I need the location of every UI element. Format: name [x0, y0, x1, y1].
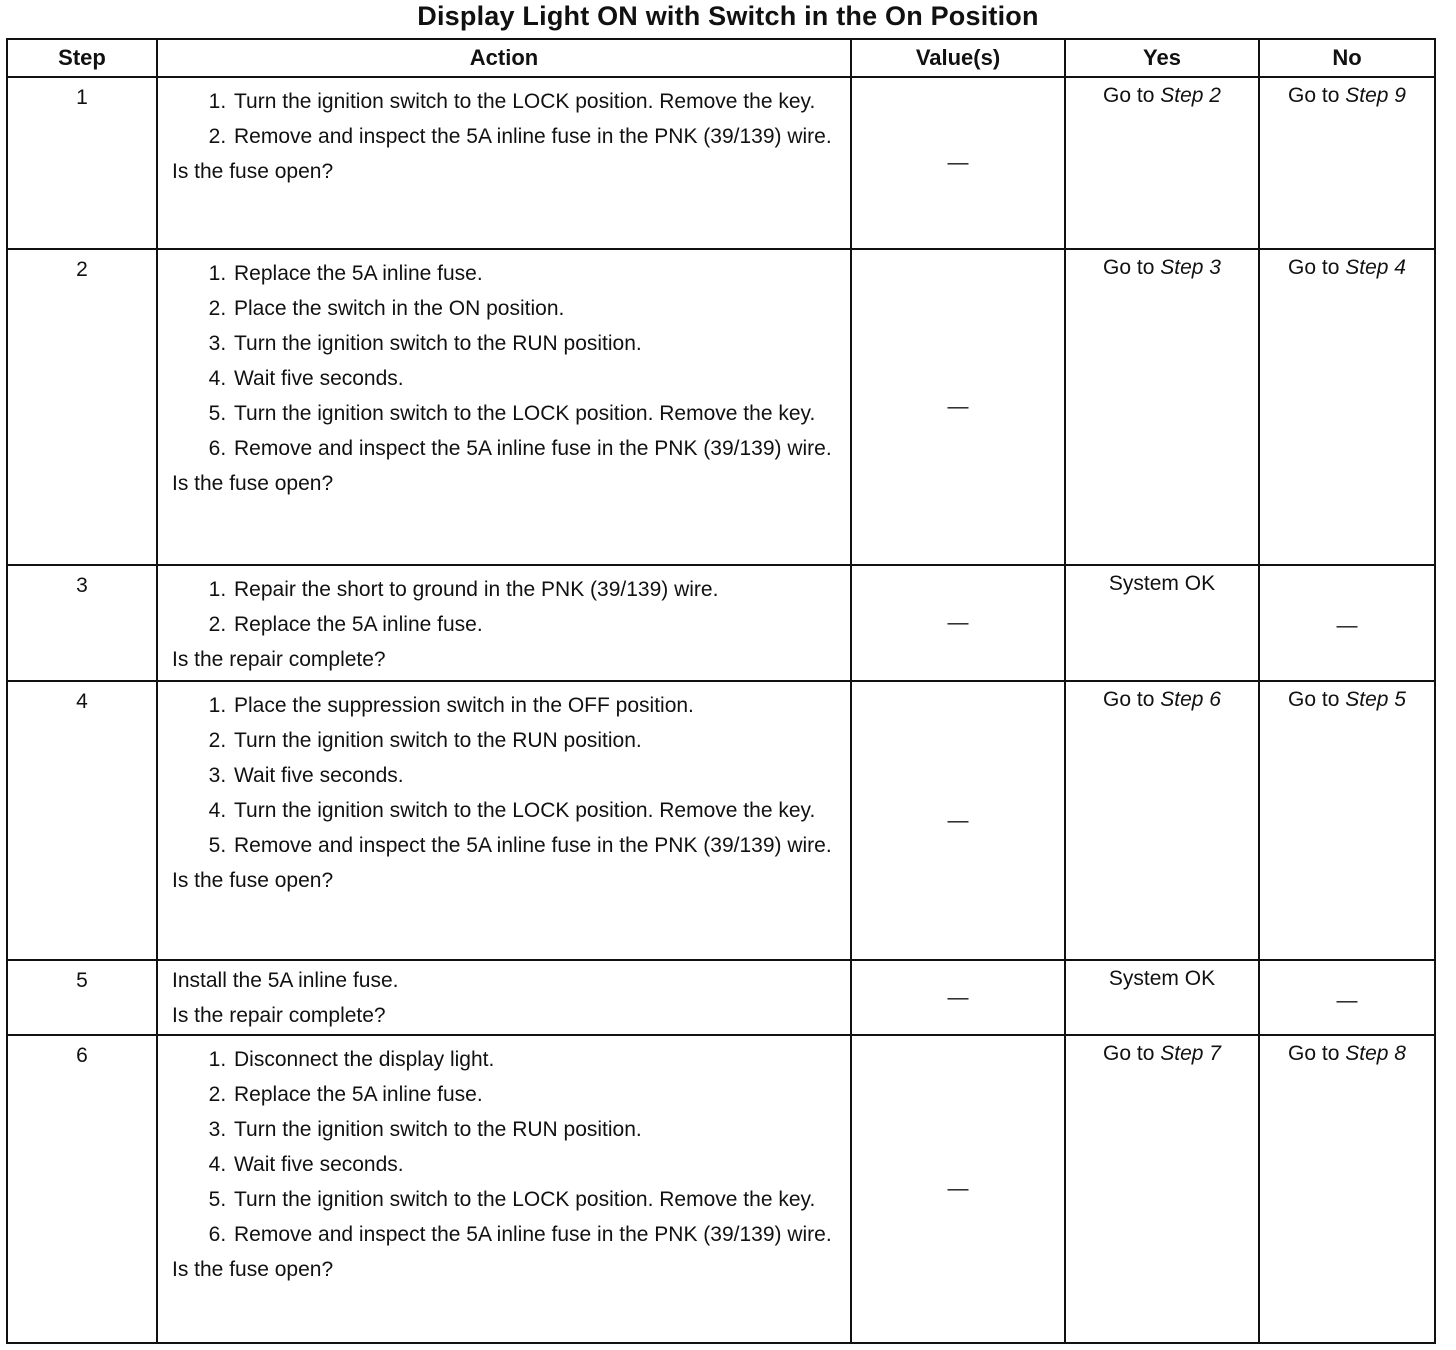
yes-cell — [1065, 249, 1259, 565]
goto-step-link[interactable]: Step 2 — [1160, 84, 1221, 107]
col-header-step: Step — [7, 39, 157, 77]
substep: 2. Replace the 5A inline fuse. — [232, 611, 842, 639]
substep: 6. Remove and inspect the 5A inline fuse in the PNK (39/139) wire. — [232, 1221, 842, 1249]
substep: 4. Turn the ignition switch to the LOCK position. Remove the key. — [232, 797, 842, 825]
table-row — [7, 1035, 1435, 1343]
value-cell: — — [851, 1035, 1065, 1343]
yes-cell — [1065, 681, 1259, 960]
no-prefix: Go to — [1288, 1042, 1340, 1065]
header-row — [7, 39, 1435, 77]
substep-list — [172, 88, 842, 151]
substep-list — [172, 576, 842, 639]
substep: 2. Replace the 5A inline fuse. — [232, 1081, 842, 1109]
col-header-action: Action — [157, 39, 851, 77]
question: Is the fuse open? — [172, 1258, 334, 1281]
no-cell: — — [1259, 565, 1435, 681]
substep: 5. Turn the ignition switch to the LOCK position. Remove the key. — [232, 400, 842, 428]
action-cell — [157, 77, 851, 249]
substep: 5. Remove and inspect the 5A inline fuse in the PNK (39/139) wire. — [232, 832, 842, 860]
step-number: 6 — [7, 1035, 157, 1343]
substep: 3. Wait five seconds. — [232, 762, 842, 790]
substep: 1. Replace the 5A inline fuse. — [232, 260, 842, 288]
yes-cell: System OK — [1065, 960, 1259, 1035]
no-prefix: Go to — [1288, 688, 1340, 711]
no-cell — [1259, 681, 1435, 960]
step-number: 5 — [7, 960, 157, 1035]
goto-step-link[interactable]: Step 8 — [1345, 1042, 1406, 1065]
value-cell: — — [851, 960, 1065, 1035]
goto-step-link[interactable]: Step 5 — [1345, 688, 1406, 711]
substep: 4. Wait five seconds. — [232, 365, 842, 393]
no-cell — [1259, 77, 1435, 249]
substep: 3. Turn the ignition switch to the RUN position. — [232, 330, 842, 358]
substep: 5. Turn the ignition switch to the LOCK position. Remove the key. — [232, 1186, 842, 1214]
goto-step-link[interactable]: Step 7 — [1160, 1042, 1221, 1065]
action-cell — [157, 1035, 851, 1343]
table-row — [7, 249, 1435, 565]
question: Is the fuse open? — [172, 160, 334, 183]
yes-cell — [1065, 1035, 1259, 1343]
no-prefix: Go to — [1288, 256, 1340, 279]
goto-step-link[interactable]: Step 9 — [1345, 84, 1406, 107]
step-number: 4 — [7, 681, 157, 960]
yes-prefix: Go to — [1103, 256, 1155, 279]
action-cell — [157, 565, 851, 681]
diagnostic-table — [6, 38, 1436, 1344]
yes-prefix: Go to — [1103, 1042, 1155, 1065]
substep-list — [172, 260, 842, 463]
no-cell — [1259, 249, 1435, 565]
substep: 1. Repair the short to ground in the PNK (39/139) wire. — [232, 576, 842, 604]
no-prefix: Go to — [1288, 84, 1340, 107]
substep: 1. Disconnect the display light. — [232, 1046, 842, 1074]
substep-list — [172, 692, 842, 860]
substep: 2. Remove and inspect the 5A inline fuse in the PNK (39/139) wire. — [232, 123, 842, 151]
table-row — [7, 681, 1435, 960]
goto-step-link[interactable]: Step 6 — [1160, 688, 1221, 711]
table-row — [7, 960, 1435, 1035]
substep: 6. Remove and inspect the 5A inline fuse in the PNK (39/139) wire. — [232, 435, 842, 463]
value-cell: — — [851, 249, 1065, 565]
question: Is the repair complete? — [172, 1004, 386, 1027]
step-number: 3 — [7, 565, 157, 681]
no-cell — [1259, 1035, 1435, 1343]
substep: 1. Turn the ignition switch to the LOCK position. Remove the key. — [232, 88, 842, 116]
question: Is the fuse open? — [172, 472, 334, 495]
question: Is the fuse open? — [172, 869, 334, 892]
page-title: Display Light ON with Switch in the On Position — [417, 1, 1039, 31]
action-cell — [157, 960, 851, 1035]
value-cell: — — [851, 681, 1065, 960]
yes-prefix: Go to — [1103, 688, 1155, 711]
question: Is the repair complete? — [172, 648, 386, 671]
goto-step-link[interactable]: Step 3 — [1160, 256, 1221, 279]
action-cell — [157, 681, 851, 960]
yes-prefix: Go to — [1103, 84, 1155, 107]
substep: 4. Wait five seconds. — [232, 1151, 842, 1179]
yes-cell: System OK — [1065, 565, 1259, 681]
yes-cell — [1065, 77, 1259, 249]
step-number: 2 — [7, 249, 157, 565]
goto-step-link[interactable]: Step 4 — [1345, 256, 1406, 279]
table-row — [7, 565, 1435, 681]
substep-list — [172, 1046, 842, 1249]
substep: 2. Place the switch in the ON position. — [232, 295, 842, 323]
value-cell: — — [851, 77, 1065, 249]
no-cell: — — [1259, 960, 1435, 1035]
substep: 3. Turn the ignition switch to the RUN position. — [232, 1116, 842, 1144]
col-header-no: No — [1259, 39, 1435, 77]
table-row — [7, 77, 1435, 249]
action-cell — [157, 249, 851, 565]
col-header-yes: Yes — [1065, 39, 1259, 77]
substep: 1. Place the suppression switch in the OFF position. — [232, 692, 842, 720]
value-cell: — — [851, 565, 1065, 681]
col-header-values: Value(s) — [851, 39, 1065, 77]
action-text: Install the 5A inline fuse. — [172, 969, 399, 992]
substep: 2. Turn the ignition switch to the RUN position. — [232, 727, 842, 755]
step-number: 1 — [7, 77, 157, 249]
